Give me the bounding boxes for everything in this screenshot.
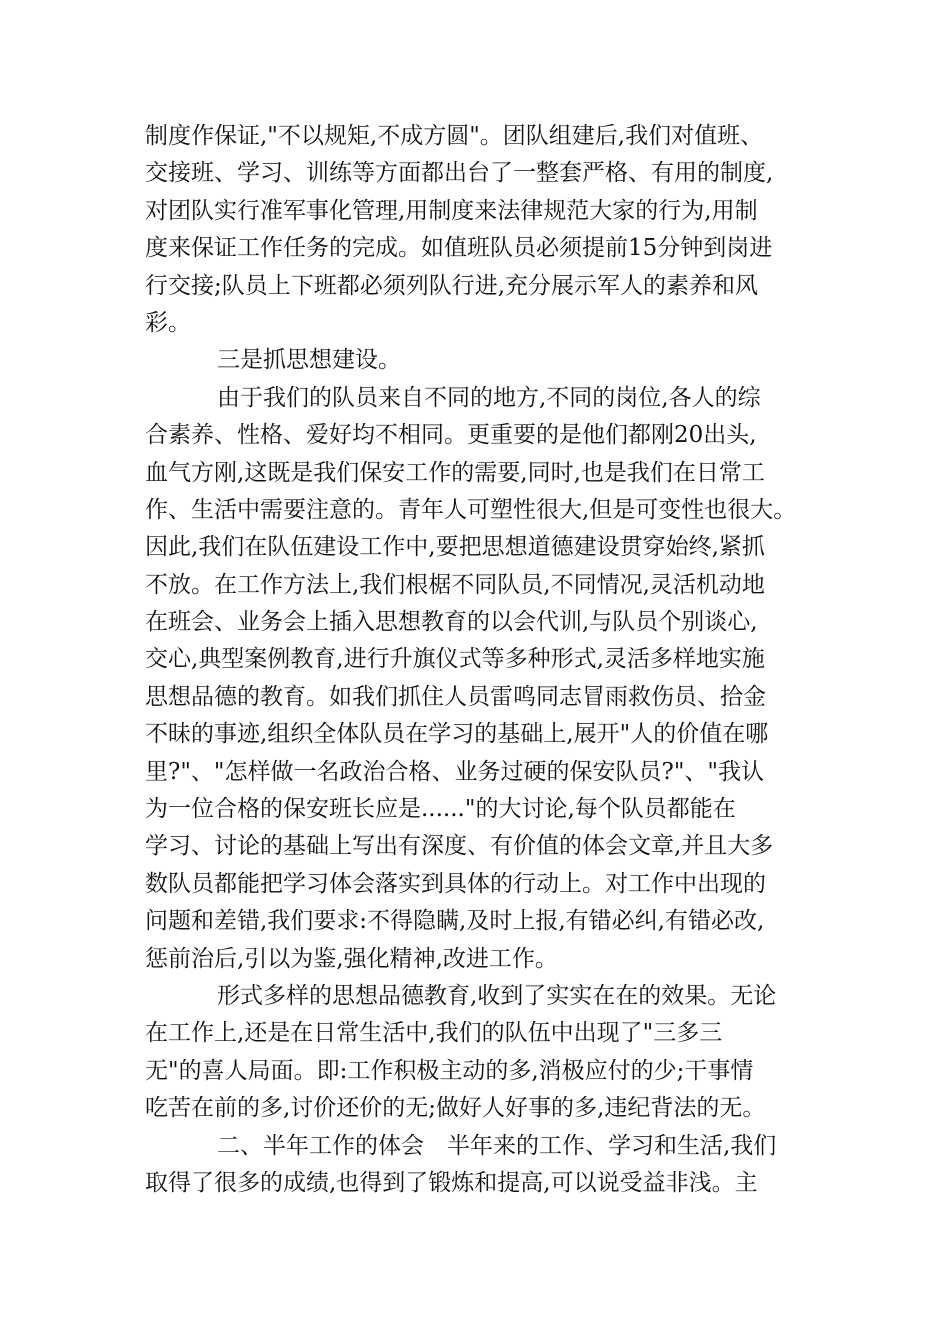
text-line: 作、生活中需要注意的。青年人可塑性很大,但是可变性也很大。	[145, 496, 797, 523]
text-line: 血气方刚,这既是我们保安工作的需要,同时,也是我们在日常工	[145, 459, 765, 486]
text-line: 不放。在工作方法上,我们根椐不同队员,不同情况,灵活机动地	[145, 571, 765, 598]
text-line: 惩前治后,引以为鉴,强化精神,改进工作。	[145, 945, 558, 972]
text-line: 交心,典型案例教育,进行升旗仪式等多种形式,灵活多样地实施	[145, 646, 765, 673]
text-line: 里?"、"怎样做一名政治合格、业务过硬的保安队员?"、"我认	[145, 758, 764, 785]
text-line: 学习、讨论的基础上写出有深度、有价值的体会文章,并且大多	[145, 833, 774, 860]
text-line: 合素养、性格、爱好均不相同。更重要的是他们都刚20出头,	[145, 422, 757, 449]
text-line: 问题和差错,我们要求:不得隐瞒,及时上报,有错必纠,有错必改,	[145, 908, 765, 935]
section-heading: 二、半年工作的体会 半年来的工作、学习和生活,我们	[217, 1132, 777, 1159]
text-line: 制度作保证,"不以规矩,不成方圆"。团队组建后,我们对值班、	[145, 123, 764, 149]
text-line: 在工作上,还是在日常生活中,我们的队伍中出现了"三多三	[145, 1020, 723, 1047]
text-line: 度来保证工作任务的完成。如值班队员必须提前15分钟到岗进	[145, 235, 773, 262]
document-body	[145, 118, 825, 1202]
text-line: 由于我们的队员来自不同的地方,不同的岗位,各人的综	[217, 384, 761, 411]
text-line: 行交接;队员上下班都必须列队行进,充分展示军人的素养和风	[145, 272, 759, 299]
text-line: 形式多样的思想品德教育,收到了实实在在的效果。无论	[217, 982, 777, 1009]
text-line: 取得了很多的成绩,也得到了锻炼和提高,可以说受益非浅。主	[145, 1169, 758, 1196]
text-line: 因此,我们在队伍建设工作中,要把思想道德建设贯穿始终,紧抓	[145, 534, 765, 561]
section-heading: 三是抓思想建设。	[217, 347, 401, 374]
text-line: 对团队实行准军事化管理,用制度来法律规范大家的行为,用制	[145, 197, 758, 224]
text-line: 交接班、学习、训练等方面都出台了一整套严格、有用的制度,	[145, 160, 774, 187]
text-line: 彩。	[145, 309, 191, 336]
text-line: 不昧的事迹,组织全体队员在学习的基础上,展开"人的价值在哪	[145, 721, 769, 748]
text-line: 无"的喜人局面。即:工作积极主动的多,消极应付的少;干事情	[145, 1057, 754, 1084]
text-line: 思想品德的教育。如我们抓住人员雷鸣同志冒雨救伤员、拾金	[145, 683, 766, 710]
text-line: 为一位合格的保安班长应是......"的大讨论,每个队员都能在	[145, 796, 736, 823]
text-line: 在班会、业务会上插入思想教育的以会代训,与队员个别谈心,	[145, 609, 758, 636]
text-line: 数队员都能把学习体会落实到具体的行动上。对工作中出现的	[145, 870, 766, 897]
text-line: 吃苦在前的多,讨价还价的无;做好人好事的多,违纪背法的无。	[145, 1095, 766, 1122]
